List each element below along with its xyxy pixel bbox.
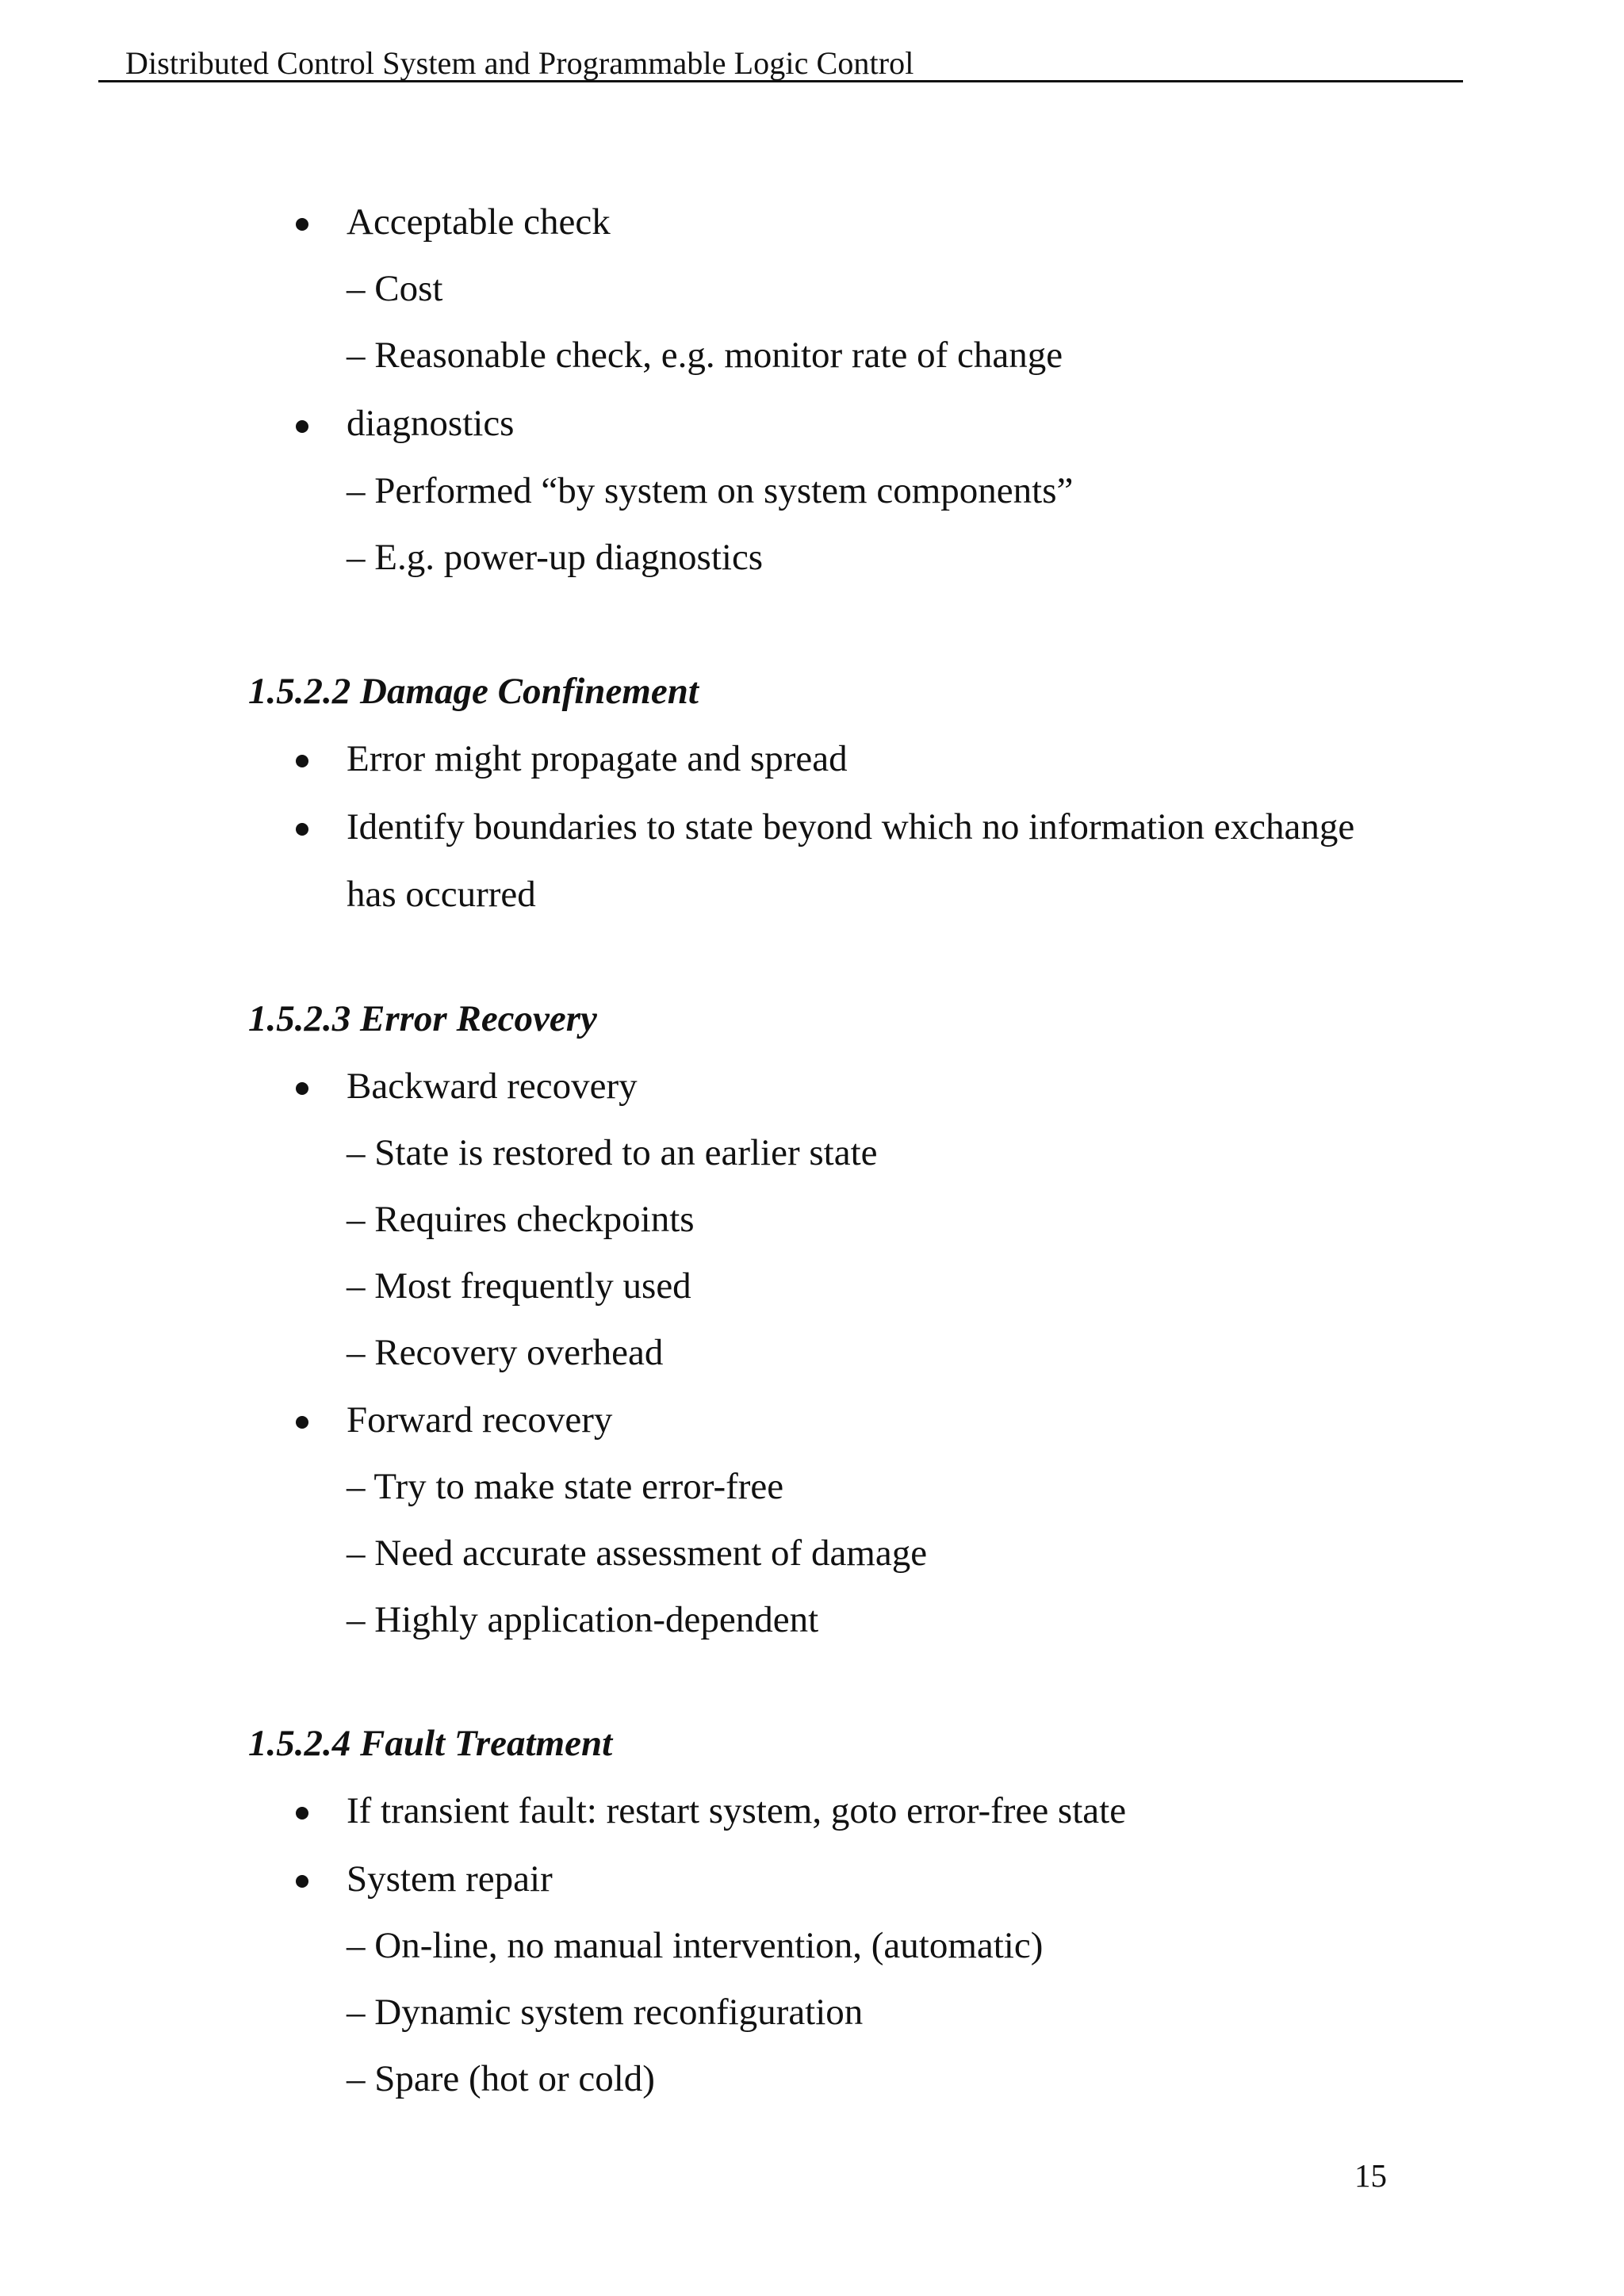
sub-list-item: – Spare (hot or cold) xyxy=(347,2058,655,2099)
sub-list-item: – Requires checkpoints xyxy=(347,1199,695,1240)
list-item: If transient fault: restart system, goto error-free state xyxy=(347,1790,1127,1831)
bullet-icon xyxy=(296,1082,308,1095)
sub-list-item: – Reasonable check, e.g. monitor rate of change xyxy=(347,335,1063,376)
running-header: Distributed Control System and Programmable Logic Control xyxy=(125,45,914,81)
bullet-icon xyxy=(296,755,308,767)
sub-list-item: – E.g. power-up diagnostics xyxy=(347,537,764,578)
sub-list-item: – Dynamic system reconfiguration xyxy=(347,1992,864,2033)
sub-list-item: – Recovery overhead xyxy=(347,1332,664,1373)
list-item: System repair xyxy=(347,1858,553,1900)
bullet-icon xyxy=(296,1807,308,1820)
list-item: diagnostics xyxy=(347,403,515,444)
section-heading: 1.5.2.3 Error Recovery xyxy=(248,998,597,1039)
bullet-icon xyxy=(296,823,308,836)
list-item: Forward recovery xyxy=(347,1399,613,1441)
sub-list-item: – Most frequently used xyxy=(347,1265,691,1307)
header-rule xyxy=(98,80,1463,82)
sub-list-item: – On-line, no manual intervention, (automatic) xyxy=(347,1925,1044,1966)
list-item: Identify boundaries to state beyond which no information exchange xyxy=(347,806,1355,848)
sub-list-item: – Performed “by system on system components” xyxy=(347,470,1074,511)
list-item: Error might propagate and spread xyxy=(347,738,848,779)
section-heading: 1.5.2.4 Fault Treatment xyxy=(248,1723,613,1764)
sub-list-item: – State is restored to an earlier state xyxy=(347,1132,878,1173)
list-item: Acceptable check xyxy=(347,201,611,243)
section-heading: 1.5.2.2 Damage Confinement xyxy=(248,671,699,712)
list-item: Backward recovery xyxy=(347,1066,638,1107)
bullet-icon xyxy=(296,218,308,231)
sub-list-item: – Try to make state error-free xyxy=(347,1466,784,1507)
sub-list-item: – Cost xyxy=(347,268,443,309)
bullet-icon xyxy=(296,1875,308,1888)
bullet-icon xyxy=(296,1416,308,1429)
page-number: 15 xyxy=(1354,2157,1387,2194)
sub-list-item: – Need accurate assessment of damage xyxy=(347,1533,928,1574)
sub-list-item: – Highly application-dependent xyxy=(347,1599,819,1640)
list-item-continuation: has occurred xyxy=(347,874,536,915)
bullet-icon xyxy=(296,420,308,433)
